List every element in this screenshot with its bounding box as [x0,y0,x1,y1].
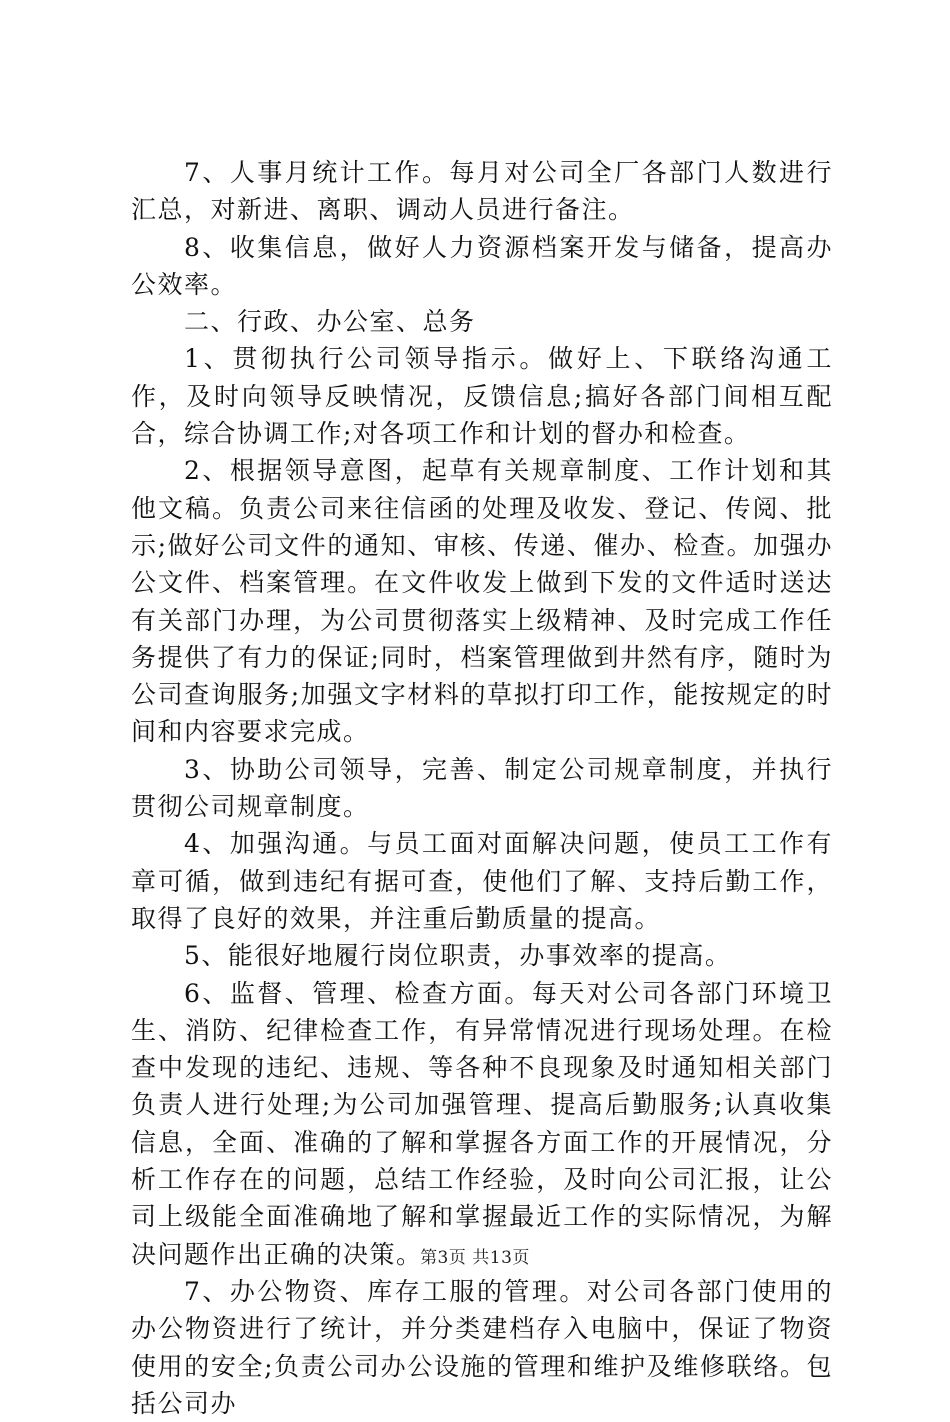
paragraph-hr-stats: 7、人事月统计工作。每月对公司全厂各部门人数进行汇总，对新进、离职、调动人员进行备注。 [131,158,833,225]
paragraph-communication: 4、加强沟通。与员工面对面解决问题，使员工工作有章可循，做到违纪有据可查，使他们了解、支持后勤工作，取得了良好的效果，并注重后勤质量的提高。 [131,829,833,933]
paragraph-office-supplies: 7、办公物资、库存工服的管理。对公司各部门使用的办公物资进行了统计，并分类建档存入电脑中，保证了物资使用的安全;负责公司办公设施的管理和维护及维修联络。包括公司办 [131,1276,833,1418]
paragraph-duties: 5、能很好地履行岗位职责，办事效率的提高。 [184,941,732,971]
paragraph-supervision: 6、监督、管理、检查方面。每天对公司各部门环境卫生、消防、纪律检查工作，有异常情况进行现场处理。在检查中发现的违纪、违规、等各种不良现象及时通知相关部门负责人进行处理;为公司加强管理、提高后勤服务;认真收集信息，全面、准确的了解和掌握各方面工作的开展情况，分析工作存在的问题，总结工作经验，及时向公司汇报，让公司上级能全面准确地了解和掌握最近工作的实际情况，为解决问题作出正确的决策。 [131,978,833,1269]
paragraph-info-collection: 8、收集信息，做好人力资源档案开发与储备，提高办公效率。 [131,232,833,299]
paragraph-drafting-documents: 2、根据领导意图，起草有关规章制度、工作计划和其他文稿。负责公司来往信函的处理及收发、登记、传阅、批示;做好公司文件的通知、审核、传递、催办、检查。加强办公文件、档案管理。在文件收发上做到下发的文件适时送达有关部门办理，为公司贯彻落实上级精神、及时完成工作任务提供了有力的保证;同时，档案管理做到井然有序，随时为公司查询服务;加强文字材料的草拟打印工作，能按规定的时间和内容要求完成。 [131,456,833,747]
page-number-footer: 第3页 共13页 [420,1248,530,1268]
section-heading-admin: 二、行政、办公室、总务 [184,307,476,337]
paragraph-regulations: 3、协助公司领导，完善、制定公司规章制度，并执行贯彻公司规章制度。 [131,754,833,822]
document-body [131,154,833,1422]
paragraph-leadership-instructions: 1、贯彻执行公司领导指示。做好上、下联络沟通工作，及时向领导反映情况，反馈信息;搞好各部门间相互配合，综合协调工作;对各项工作和计划的督办和检查。 [131,344,833,449]
